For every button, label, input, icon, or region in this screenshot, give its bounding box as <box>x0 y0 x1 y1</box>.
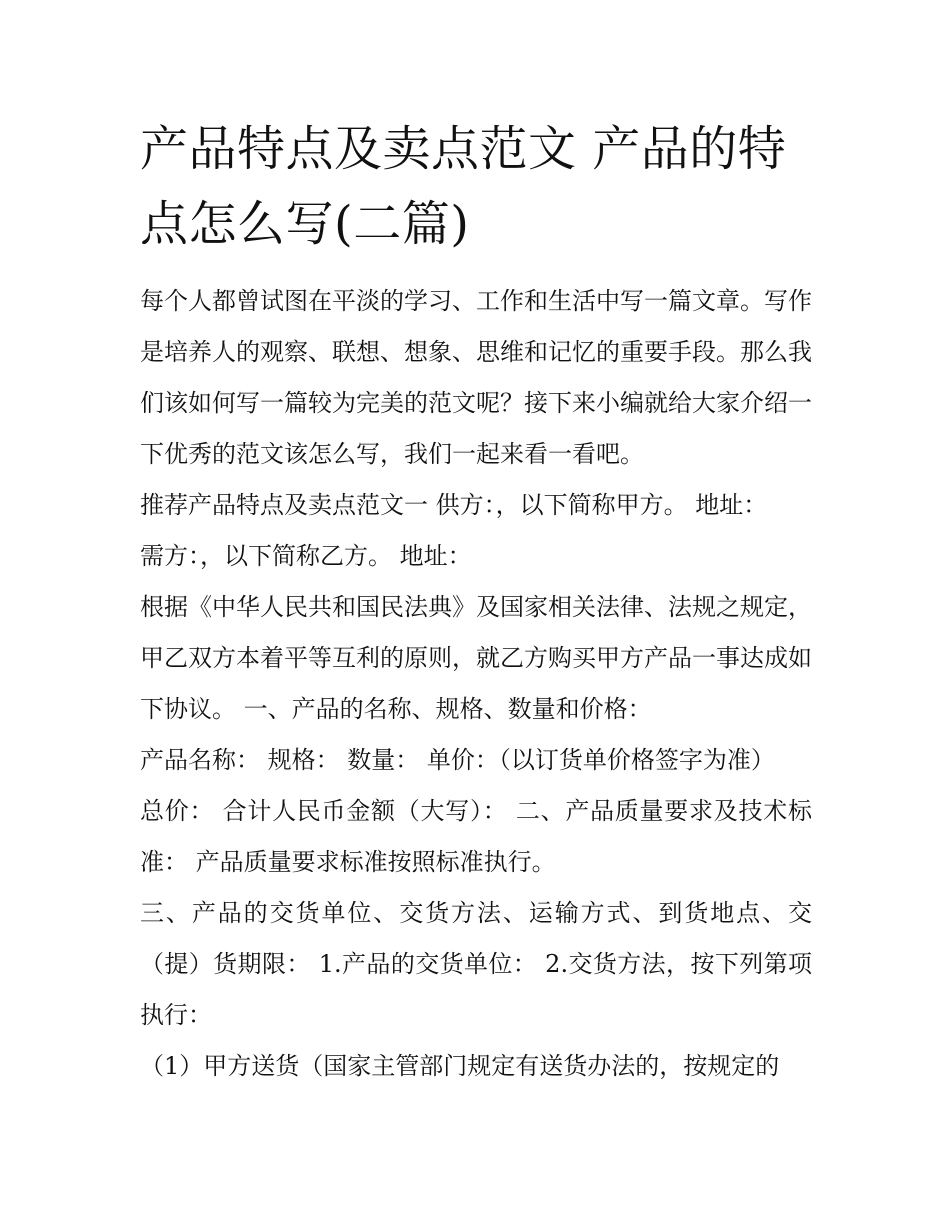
document-content <box>140 112 812 1092</box>
document-title: 产品特点及卖点范文 产品的特点怎么写(二篇) <box>140 121 787 252</box>
paragraph-buyer: 需方：，以下简称乙方。 地址： <box>140 542 472 570</box>
document-body <box>140 276 812 1092</box>
paragraph-delivery-option-1: （1）甲方送货（国家主管部门规定有送货办法的，按规定的 <box>140 1052 780 1080</box>
paragraph-product-fields: 产品名称： 规格： 数量： 单价：（以订货单价格签字为准） <box>140 746 775 774</box>
paragraph-intro: 每个人都曾试图在平淡的学习、工作和生活中写一篇文章。写作是培养人的观察、联想、想象、思维和记忆的重要手段。那么我们该如何写一篇较为完美的范文呢？接下来小编就给大家介绍一下优秀的范文该怎么写，我们一起来看一看吧。 <box>140 287 812 468</box>
paragraph-agreement-basis: 根据《中华人民共和国民法典》及国家相关法律、法规之规定，甲乙双方本着平等互利的原则，就乙方购买甲方产品一事达成如下协议。 一、产品的名称、规格、数量和价格： <box>140 593 812 723</box>
paragraph-supplier: 推荐产品特点及卖点范文一 供方：，以下简称甲方。 地址： <box>140 491 768 519</box>
paragraph-delivery: 三、产品的交货单位、交货方法、运输方式、到货地点、交（提）货期限： 1.产品的交货单位： 2.交货方法，按下列第项执行： <box>140 899 812 1029</box>
paragraph-total-and-quality: 总价： 合计人民币金额（大写）： 二、产品质量要求及技术标准： 产品质量要求标准按照标准执行。 <box>140 797 812 876</box>
